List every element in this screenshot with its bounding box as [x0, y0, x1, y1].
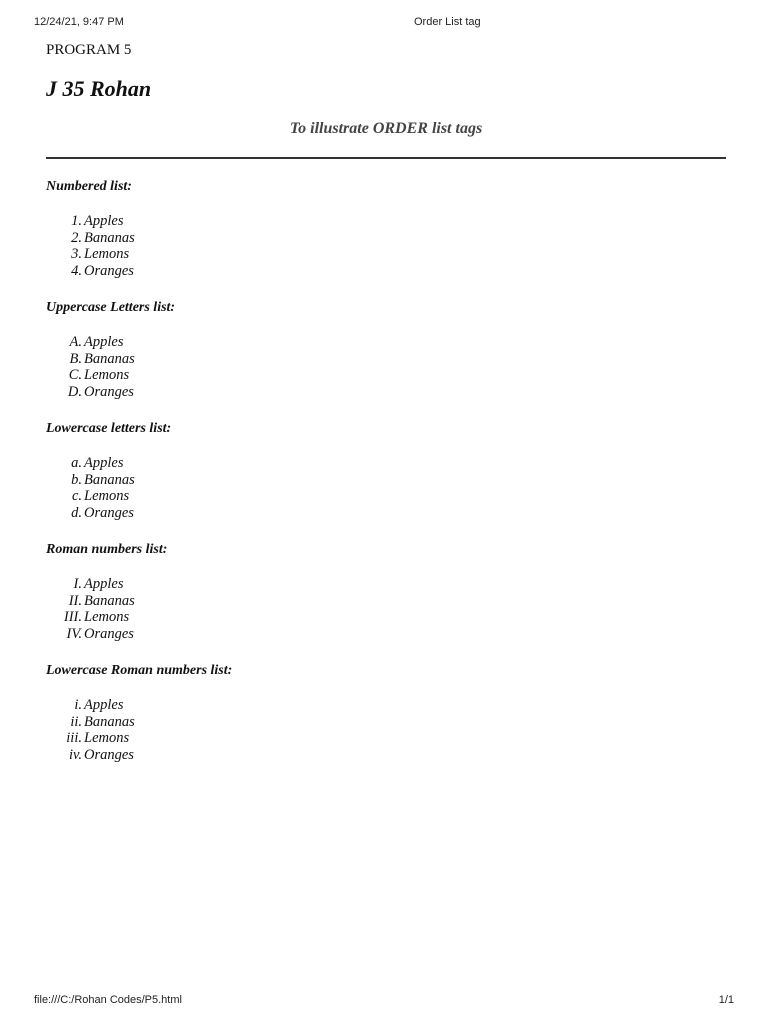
section-heading: Lowercase letters list:: [46, 421, 172, 436]
list-marker: IV.: [66, 625, 82, 642]
list-item: [46, 593, 446, 610]
list-marker: ii.: [70, 713, 82, 730]
list-marker: 4.: [71, 262, 82, 279]
list-item: [46, 351, 446, 368]
lowercase-roman-numbers-list-section: [46, 662, 446, 763]
list-item: [46, 263, 446, 280]
lowercase-roman-numbers-list: [46, 697, 446, 763]
section-heading: Roman numbers list:: [46, 542, 168, 557]
list-item-text: Bananas: [84, 471, 135, 488]
list-item: [46, 246, 446, 263]
page-subtitle: To illustrate ORDER list tags: [289, 120, 483, 137]
roman-numbers-list-section: [46, 541, 446, 642]
list-item-text: Bananas: [84, 592, 135, 609]
list-item-text: Lemons: [84, 730, 130, 746]
list-item-text: Apples: [84, 576, 124, 592]
lowercase-letters-list-section: [46, 420, 446, 521]
list-item-text: Bananas: [84, 713, 135, 730]
list-marker: II.: [68, 592, 82, 609]
section-heading: Uppercase Letters list:: [46, 300, 176, 315]
list-marker: B.: [69, 350, 82, 367]
list-item: [46, 747, 446, 764]
list-item-text: Apples: [84, 213, 124, 229]
list-item-text: Oranges: [84, 262, 134, 279]
list-item-text: Apples: [84, 697, 124, 713]
list-marker: iii.: [66, 730, 82, 746]
list-item-text: Lemons: [84, 246, 130, 262]
list-item: [46, 488, 446, 505]
list-item: [46, 455, 446, 472]
print-page-title: Order List tag: [414, 16, 481, 28]
list-item-text: Oranges: [84, 383, 134, 400]
list-item-text: Oranges: [84, 625, 134, 642]
list-marker: a.: [71, 455, 82, 471]
list-marker: A.: [69, 334, 82, 350]
list-item: [46, 334, 446, 351]
list-marker: c.: [71, 488, 82, 504]
list-item: [46, 626, 446, 643]
list-marker: 3.: [71, 246, 82, 262]
list-marker: b.: [71, 471, 82, 488]
list-item: [46, 697, 446, 714]
list-marker: d.: [71, 504, 82, 521]
list-item-text: Lemons: [84, 609, 130, 625]
numbered-list-section: [46, 178, 446, 279]
list-item: [46, 576, 446, 593]
list-item-text: Bananas: [84, 350, 135, 367]
roman-numbers-list: [46, 576, 446, 642]
print-page-number: 1/1: [718, 994, 734, 1006]
list-item: [46, 505, 446, 522]
section-heading: Numbered list:: [46, 179, 132, 194]
list-item: [46, 609, 446, 626]
list-item: [46, 714, 446, 731]
uppercase-letters-list-section: [46, 299, 446, 400]
list-marker: i.: [74, 697, 82, 713]
list-marker: 1.: [71, 213, 82, 229]
print-url: file:///C:/Rohan Codes/P5.html: [34, 994, 182, 1006]
section-heading: Lowercase Roman numbers list:: [46, 663, 233, 678]
list-item: [46, 230, 446, 247]
program-label: PROGRAM 5: [46, 42, 132, 58]
list-item: [46, 384, 446, 401]
list-item-text: Apples: [84, 334, 124, 350]
list-item: [46, 367, 446, 384]
author-name: J 35 Rohan: [46, 76, 152, 101]
list-item: [46, 213, 446, 230]
list-marker: 2.: [71, 229, 82, 246]
list-marker: iv.: [68, 746, 82, 763]
list-item-text: Apples: [84, 455, 124, 471]
list-item-text: Bananas: [84, 229, 135, 246]
list-marker: III.: [63, 609, 82, 625]
uppercase-letters-list: [46, 334, 446, 400]
list-marker: I.: [73, 576, 82, 592]
lowercase-letters-list: [46, 455, 446, 521]
list-marker: D.: [67, 383, 82, 400]
print-date: 12/24/21, 9:47 PM: [34, 16, 124, 28]
list-item-text: Oranges: [84, 746, 134, 763]
numbered-list: [46, 213, 446, 279]
list-item-text: Lemons: [84, 367, 130, 383]
list-item-text: Oranges: [84, 504, 134, 521]
horizontal-rule: [46, 157, 726, 159]
list-item: [46, 472, 446, 489]
list-marker: C.: [68, 367, 82, 383]
list-item: [46, 730, 446, 747]
list-item-text: Lemons: [84, 488, 130, 504]
